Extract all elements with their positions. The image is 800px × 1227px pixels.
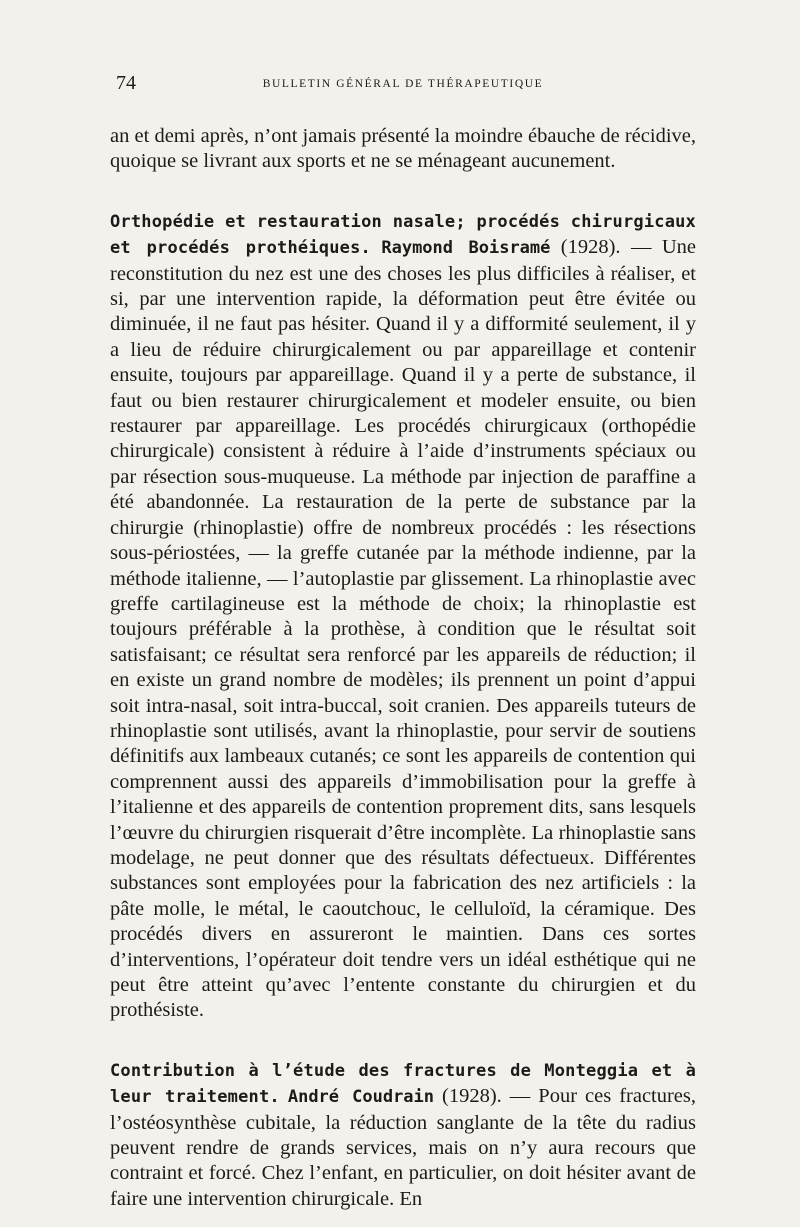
section-title: Contribution à l’étude des fractures de Monteggia et à leur traitement. [110, 1060, 696, 1108]
section-fractures-monteggia [110, 1058, 696, 1212]
section-title: Orthopédie et restauration nasale; procédés chirurgicaux et procédés prothéiques. [110, 211, 696, 259]
section-year: (1928). [560, 236, 621, 259]
section-author: Raymond Boisramé [381, 238, 551, 259]
running-header [110, 72, 696, 106]
section-author: André Coudrain [287, 1087, 435, 1108]
running-title: BULLETIN GÉNÉRAL DE THÉRAPEUTIQUE [262, 78, 544, 90]
section-orthopedie-nasale [110, 209, 696, 1024]
continuation-paragraph: an et demi après, n’ont jamais présenté la moindre ébauche de récidive, quoique se livrant aux sports et ne se ménageant aucunement. [110, 125, 696, 173]
page-number: 74 [116, 72, 136, 94]
section-year: (1928). [442, 1085, 502, 1108]
section-body: — Une reconstitution du nez est une des choses les plus difficiles à réaliser, et si, par une intervention rapide, la déformation peut être évitée ou diminuée, il ne faut pas hésiter. Quand il y a difformité seulement, il y a lieu de réduire chirurgicalement ou par appareillage et contenir ensuite, toujours par appareillage. Quand il y a perte de substance, il faut ou bien restaurer chirurgicalement et modeler ensuite, ou bien restaurer par appareillage. Les procédés chirurgicaux (orthopédie chirurgicale) consistent à réduire à l’aide d’instruments spéciaux ou par résection sous-muqueuse. La méthode par injection de paraffine a été abandonnée. La restauration de la perte de substance par la chirurgie (rhinoplastie) offre de nombreux procédés : les résections sous-périostées, — la greffe cutanée par la méthode indienne, par la méthode italienne, — l’autoplastie par glissement. La rhinoplastie avec greffe cartilagineuse est la méthode de choix; la rhinoplastie est toujours préférable à la prothèse, à condition que le résultat soit satisfaisant; ce résultat sera renforcé par les appareils de réduction; il en existe un grand nombre de modèles; ils prennent un point d’appui soit intra-nasal, soit intra-buccal, soit cranien. Des appareils tuteurs de rhinoplastie sont utilisés, avant la rhinoplastie, pour servir de soutiens définitifs aux lambeaux cutanés; ce sont les appareils de contention qui comprennent aussi des appareils d’immobilisation pour la greffe à l’italienne et des appareils de contention proprement dits, sans lesquels l’œuvre du chirurgien risquerait d’être incomplète. La rhinoplastie sans modelage, ne peut donner que des résultats défectueux. Différentes substances sont employées pour la fabrication des nez artificiels : la pâte molle, le métal, le caoutchouc, le celluloïd, la céramique. Des procédés divers en assureront le maintien. Dans ces sortes d’interventions, l’opérateur doit tendre vers un idéal esthétique qui ne peut être atteint qu’avec l’entente constante du chirurgien et du prothésiste. [110, 236, 696, 1022]
section-body: — Pour ces fractures, l’ostéosynthèse cubitale, la réduction sanglante de la tête du radius peuvent rendre de grands services, mais on n’y aura recours que contraint et forcé. Chez l’enfant, en particulier, on doit hésiter avant de faire une intervention chirurgicale. En [110, 1085, 697, 1210]
